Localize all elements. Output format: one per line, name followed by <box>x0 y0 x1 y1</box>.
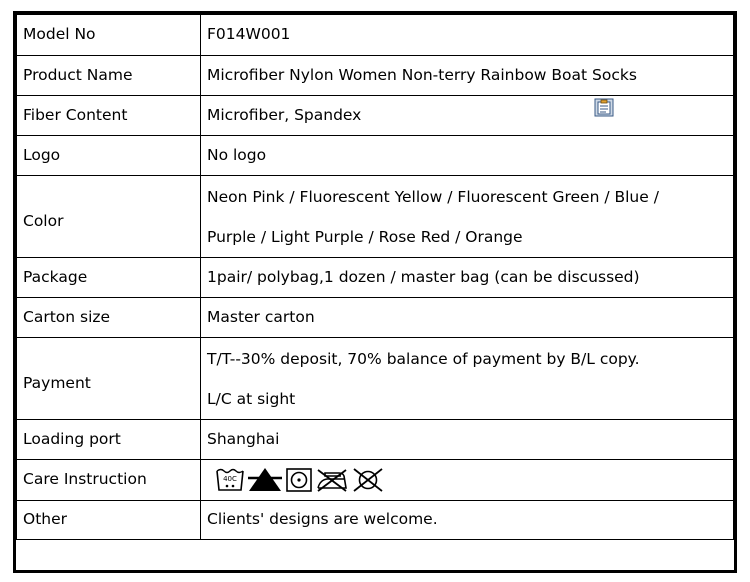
row-label: Loading port <box>17 420 201 460</box>
row-value: Microfiber Nylon Women Non-terry Rainbow Boat Socks <box>201 56 734 96</box>
row-label: Payment <box>17 338 201 420</box>
row-label: Fiber Content <box>17 96 201 136</box>
table-row <box>17 420 734 460</box>
table-row <box>17 176 734 258</box>
no-iron-icon <box>315 467 349 493</box>
row-label: Color <box>17 176 201 258</box>
table-row <box>17 258 734 298</box>
table-row <box>17 298 734 338</box>
tumble-dry-icon <box>285 467 313 493</box>
care-icons <box>209 460 733 500</box>
row-value <box>201 338 734 420</box>
clipboard-icon[interactable] <box>594 98 614 117</box>
table-row <box>17 338 734 420</box>
no-bleach-icon <box>247 467 283 493</box>
wash-40c-icon <box>215 467 245 493</box>
row-label: Model No <box>17 15 201 56</box>
svg-text:40C: 40C <box>223 475 237 483</box>
row-value <box>201 460 734 501</box>
row-label: Care Instruction <box>17 460 201 501</box>
table-row <box>17 501 734 540</box>
row-value: Clients' designs are welcome. <box>201 501 734 540</box>
row-label: Package <box>17 258 201 298</box>
product-spec-table <box>16 14 734 540</box>
row-value: Shanghai <box>201 420 734 460</box>
no-dry-clean-icon <box>351 467 385 493</box>
row-label: Logo <box>17 136 201 176</box>
table-row <box>17 460 734 501</box>
row-value <box>201 176 734 258</box>
payment-line: T/T--30% deposit, 70% balance of payment by B/L copy. <box>207 349 640 368</box>
table-row <box>17 56 734 96</box>
row-label: Product Name <box>17 56 201 96</box>
row-label: Carton size <box>17 298 201 338</box>
row-label: Other <box>17 501 201 540</box>
color-line: Neon Pink / Fluorescent Yellow / Fluorescent Green / Blue / <box>207 187 659 206</box>
row-value: 1pair/ polybag,1 dozen / master bag (can be discussed) <box>201 258 734 298</box>
table-row <box>17 96 734 136</box>
row-value: Microfiber, Spandex <box>201 96 734 136</box>
payment-line: L/C at sight <box>207 389 296 408</box>
table-row <box>17 15 734 56</box>
row-value: No logo <box>201 136 734 176</box>
row-value: F014W001 <box>201 15 734 56</box>
row-value: Master carton <box>201 298 734 338</box>
table-row <box>17 136 734 176</box>
color-line: Purple / Light Purple / Rose Red / Orange <box>207 227 523 246</box>
